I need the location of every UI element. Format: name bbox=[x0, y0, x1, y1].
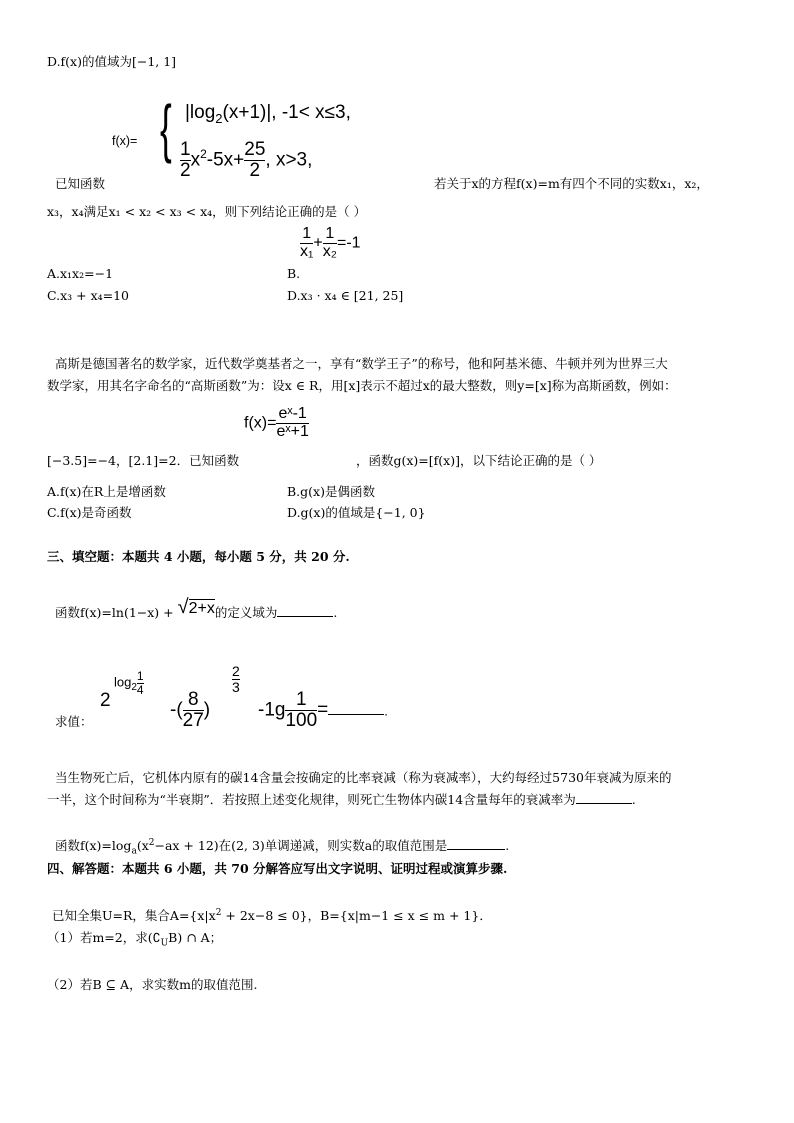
section-4-title: 四、解答题：本题共 6 小题，共 70 分解答应写出文字说明、证明过程或演算步骤. bbox=[47, 861, 508, 876]
gauss-option-a: A.f(x)在R上是增函数 bbox=[47, 484, 166, 499]
eval-exponent: $\log_2$ $\frac{1}{4}$ bbox=[114, 669, 144, 697]
eval-base: 2 bbox=[100, 690, 111, 711]
piecewise-option-c: C.x₃ + x₄=10 bbox=[47, 288, 130, 303]
carbon-line-2: 一半，这个时间称为“半衰期”．若按照上述变化规律，则死亡生物体内碳14含量每年的衰减率为 . bbox=[47, 792, 636, 807]
eval-body: -( $\frac{8}{27}$ ) bbox=[170, 689, 211, 731]
piecewise-option-b-formula: $\frac{1}{\text{x₁}}$ + $\frac{1}{\text{x₂}}$ =-1 bbox=[300, 225, 361, 260]
piecewise-option-a: A.x₁x₂=−1 bbox=[47, 266, 114, 281]
gauss-line-3a: [−3.5]=−4，[2.1]=2．已知函数 bbox=[47, 453, 240, 468]
piecewise-fx-label: f(x)= bbox=[112, 134, 138, 148]
log-answer-blank[interactable] bbox=[447, 849, 505, 850]
section-3-title: 三、填空题：本题共 4 小题，每小题 5 分，共 20 分. bbox=[47, 549, 350, 564]
eval-power: $\frac{2}{3}$ bbox=[232, 663, 240, 695]
carbon-line-1: 当生物死亡后，它机体内原有的碳14含量会按确定的比率衰减（称为衰减率），大约每经过5730年衰减为原来的 bbox=[55, 770, 672, 785]
set-part-2: （2）若B ⊆ A，求实数m的取值范围. bbox=[47, 977, 258, 992]
piecewise-brace: { bbox=[160, 92, 172, 164]
gauss-option-c: C.f(x)是奇函数 bbox=[47, 505, 132, 520]
gauss-option-b: B.g(x)是偶函数 bbox=[287, 484, 375, 499]
gauss-option-d: D.g(x)的值域是{−1, 0} bbox=[287, 505, 426, 520]
domain-answer-blank[interactable] bbox=[277, 616, 333, 617]
carbon-answer-blank[interactable] bbox=[576, 803, 632, 804]
prev-option-d: D.f(x)的值域为[−1, 1] bbox=[47, 54, 177, 69]
piecewise-case-2: $\frac{1}{2}$ $x^2-5x+$ $\frac{25}{2}$ , x>3, bbox=[180, 139, 313, 181]
piecewise-option-b-prefix: B. bbox=[287, 266, 301, 281]
gauss-line-2: 数学家，用其名字命名的“高斯函数”为：设x ∈ R，用[x]表示不超过x的最大整数，则y=[x]称为高斯函数，例如： bbox=[47, 378, 677, 393]
piecewise-stem-tail: 若关于x的方程f(x)=m有四个不同的实数x₁，x₂， bbox=[434, 176, 709, 191]
gauss-fx-formula: f(x)= $\frac{\text{eˣ-1}}{\text{eˣ+1}}$ bbox=[244, 405, 309, 440]
eval-label: 求值： bbox=[55, 714, 93, 729]
set-line-1: 已知全集U=R，集合$A=\{x|x^2 + 2x-8 \le 0\}$，B={x|m−1 ≤ x ≤ m + 1}． bbox=[52, 907, 492, 923]
piecewise-option-d: D.x₃ · x₄ ∈ [21, 25] bbox=[287, 288, 404, 303]
piecewise-case-1: $|\log_2(x+1)|$, -1< x≤3, bbox=[185, 102, 351, 126]
eval-tail: -1g $\frac{1}{100}$ = . bbox=[258, 689, 388, 731]
gauss-line-3b: ，函数g(x)=[f(x)]，以下结论正确的是（ ） bbox=[356, 453, 602, 468]
set-part-1: （1）若m=2，求$(∁_UB)$ ∩ A； bbox=[47, 930, 223, 949]
log-question: 函数$f(x)=\log_a(x^2-ax + 12)$在(2, 3)单调递减，则实数a的取值范围是 . bbox=[55, 837, 510, 857]
domain-question: 函数f(x)=ln(1−x) + √2+x的定义域为 . bbox=[55, 596, 338, 620]
gauss-line-1: 高斯是德国著名的数学家，近代数学奠基者之一，享有“数学王子”的称号，他和阿基米德、牛顿并列为世界三大 bbox=[55, 356, 668, 371]
piecewise-stem-line2: x₃，x₄满足x₁ < x₂ < x₃ < x₄，则下列结论正确的是（ ） bbox=[47, 204, 367, 219]
eval-answer-blank[interactable] bbox=[328, 714, 384, 715]
piecewise-lead: 已知函数 bbox=[55, 176, 106, 191]
